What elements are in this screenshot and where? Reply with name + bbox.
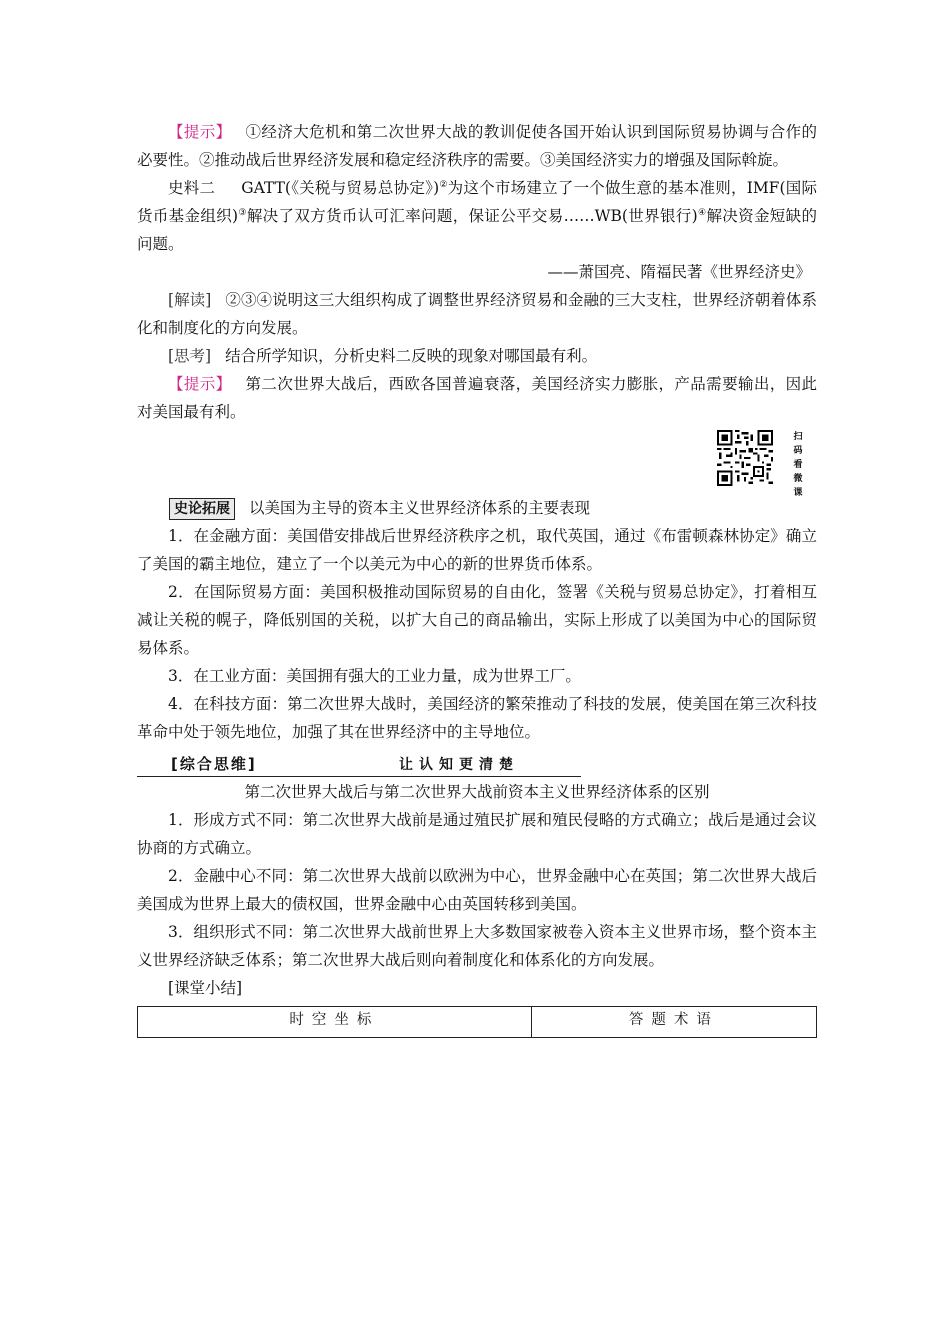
- history-ext-heading: [137, 494, 817, 522]
- summary-col-terms: 答题术语: [531, 1007, 816, 1038]
- qr-caption-char: 看: [793, 460, 803, 470]
- footnote-marker: ④: [697, 207, 707, 218]
- comprehensive-slogan: 让认知更清楚: [399, 757, 519, 773]
- source-text-1: GATT(《关税与贸易总协定》): [241, 179, 440, 197]
- comprehensive-item-1: 1．形成方式不同：第二次世界大战前是通过殖民扩展和殖民侵略的方式确立；战后是通过会议协商的方式确立。: [137, 811, 817, 857]
- tip-text: 第二次世界大战后，西欧各国普遍衰落，美国经济实力膨胀，产品需要输出，因此对美国最有利。: [137, 375, 817, 421]
- comprehensive-item-2: 2．金融中心不同：第二次世界大战前以欧洲为中心，世界金融中心在英国；第二次世界大战后美国成为世界上最大的债权国，世界金融中心由英国转移到美国。: [137, 867, 817, 913]
- table-row: [138, 1007, 817, 1038]
- qr-code-icon[interactable]: [717, 430, 773, 486]
- footnote-marker: ③: [238, 207, 247, 218]
- comprehensive-underline: [137, 753, 581, 777]
- comprehensive-item-3: 3．组织形式不同：第二次世界大战前世界上大多数国家被卷入资本主义世界市场，整个资本主义世界经济缺乏体系；第二次世界大战后则向着制度化和体系化的方向发展。: [137, 923, 817, 969]
- source-label: 史料二: [168, 179, 216, 197]
- qr-caption-char: 课: [793, 488, 803, 498]
- qr-row: [137, 426, 817, 498]
- think-label: [思考]: [168, 347, 212, 365]
- comprehensive-title: 第二次世界大战后与第二次世界大战前资本主义世界经济体系的区别: [244, 783, 710, 801]
- summary-label: [课堂小结]: [168, 979, 243, 997]
- qr-caption: [791, 430, 805, 500]
- tip-paragraph-1: [137, 118, 817, 174]
- think-text: 结合所学知识，分析史料二反映的现象对哪国最有利。: [225, 347, 598, 365]
- history-ext-item-3: 3．在工业方面：美国拥有强大的工业力量，成为世界工厂。: [168, 667, 581, 685]
- interpret-paragraph: [137, 286, 817, 342]
- qr-caption-char: 微: [793, 474, 803, 484]
- source-text-3: 解决了双方货币认可汇率问题，保证公平交易……WB(世界银行): [246, 207, 698, 225]
- interpret-label: [解读]: [168, 291, 212, 309]
- tip-label: 【提示】: [168, 123, 232, 141]
- qr-caption-char: 码: [793, 446, 803, 456]
- tip-label: 【提示】: [168, 375, 232, 393]
- history-ext-item-4: 4．在科技方面：第二次世界大战时，美国经济的繁荣推动了科技的发展，使美国在第三次科技革命中处于领先地位，加强了其在世界经济中的主导地位。: [137, 695, 817, 741]
- summary-col-time-space: 时空坐标: [138, 1007, 532, 1038]
- tip-text: ①经济大危机和第二次世界大战的教训促使各国开始认识到国际贸易协调与合作的必要性。②推动战后世界经济发展和稳定经济秩序的需要。③美国经济实力的增强及国际斡旋。: [137, 123, 817, 169]
- think-paragraph: [137, 342, 817, 370]
- comprehensive-label: [综合思维]: [171, 755, 257, 773]
- interpret-text: ②③④说明这三大组织构成了调整世界经济贸易和金融的三大支柱，世界经济朝着体系化和制度化的方向发展。: [137, 291, 817, 337]
- qr-caption-char: 扫: [793, 432, 803, 442]
- history-ext-item-2: 2．在国际贸易方面：美国积极推动国际贸易的自由化，签署《关税与贸易总协定》，打着相互减让关税的幌子，降低别国的关税，以扩大自己的商品输出，实际上形成了以美国为中心的国际贸易体系。: [137, 583, 817, 657]
- history-ext-item-1: 1．在金融方面：美国借安排战后世界经济秩序之机，取代英国，通过《布雷顿森林协定》确立了美国的霸主地位，建立了一个以美元为中心的新的世界货币体系。: [137, 527, 817, 573]
- source-attribution: ——萧国亮、隋福民著《世界经济史》: [547, 263, 811, 281]
- source-text-4: 解决资金短缺的问题。: [137, 207, 817, 253]
- source-2-paragraph: [137, 174, 817, 258]
- document-content: [137, 118, 817, 1038]
- footnote-marker: ②: [439, 179, 448, 190]
- comprehensive-heading: [137, 750, 817, 778]
- history-ext-title: 以美国为主导的资本主义世界经济体系的主要表现: [249, 499, 591, 517]
- tip-paragraph-2: [137, 370, 817, 426]
- source-text-2: 为这个市场建立了一个做生意的基本准则，IMF(国际货币基金组织): [137, 179, 817, 225]
- history-ext-label: 史论拓展: [169, 498, 235, 520]
- summary-table: [137, 1006, 817, 1038]
